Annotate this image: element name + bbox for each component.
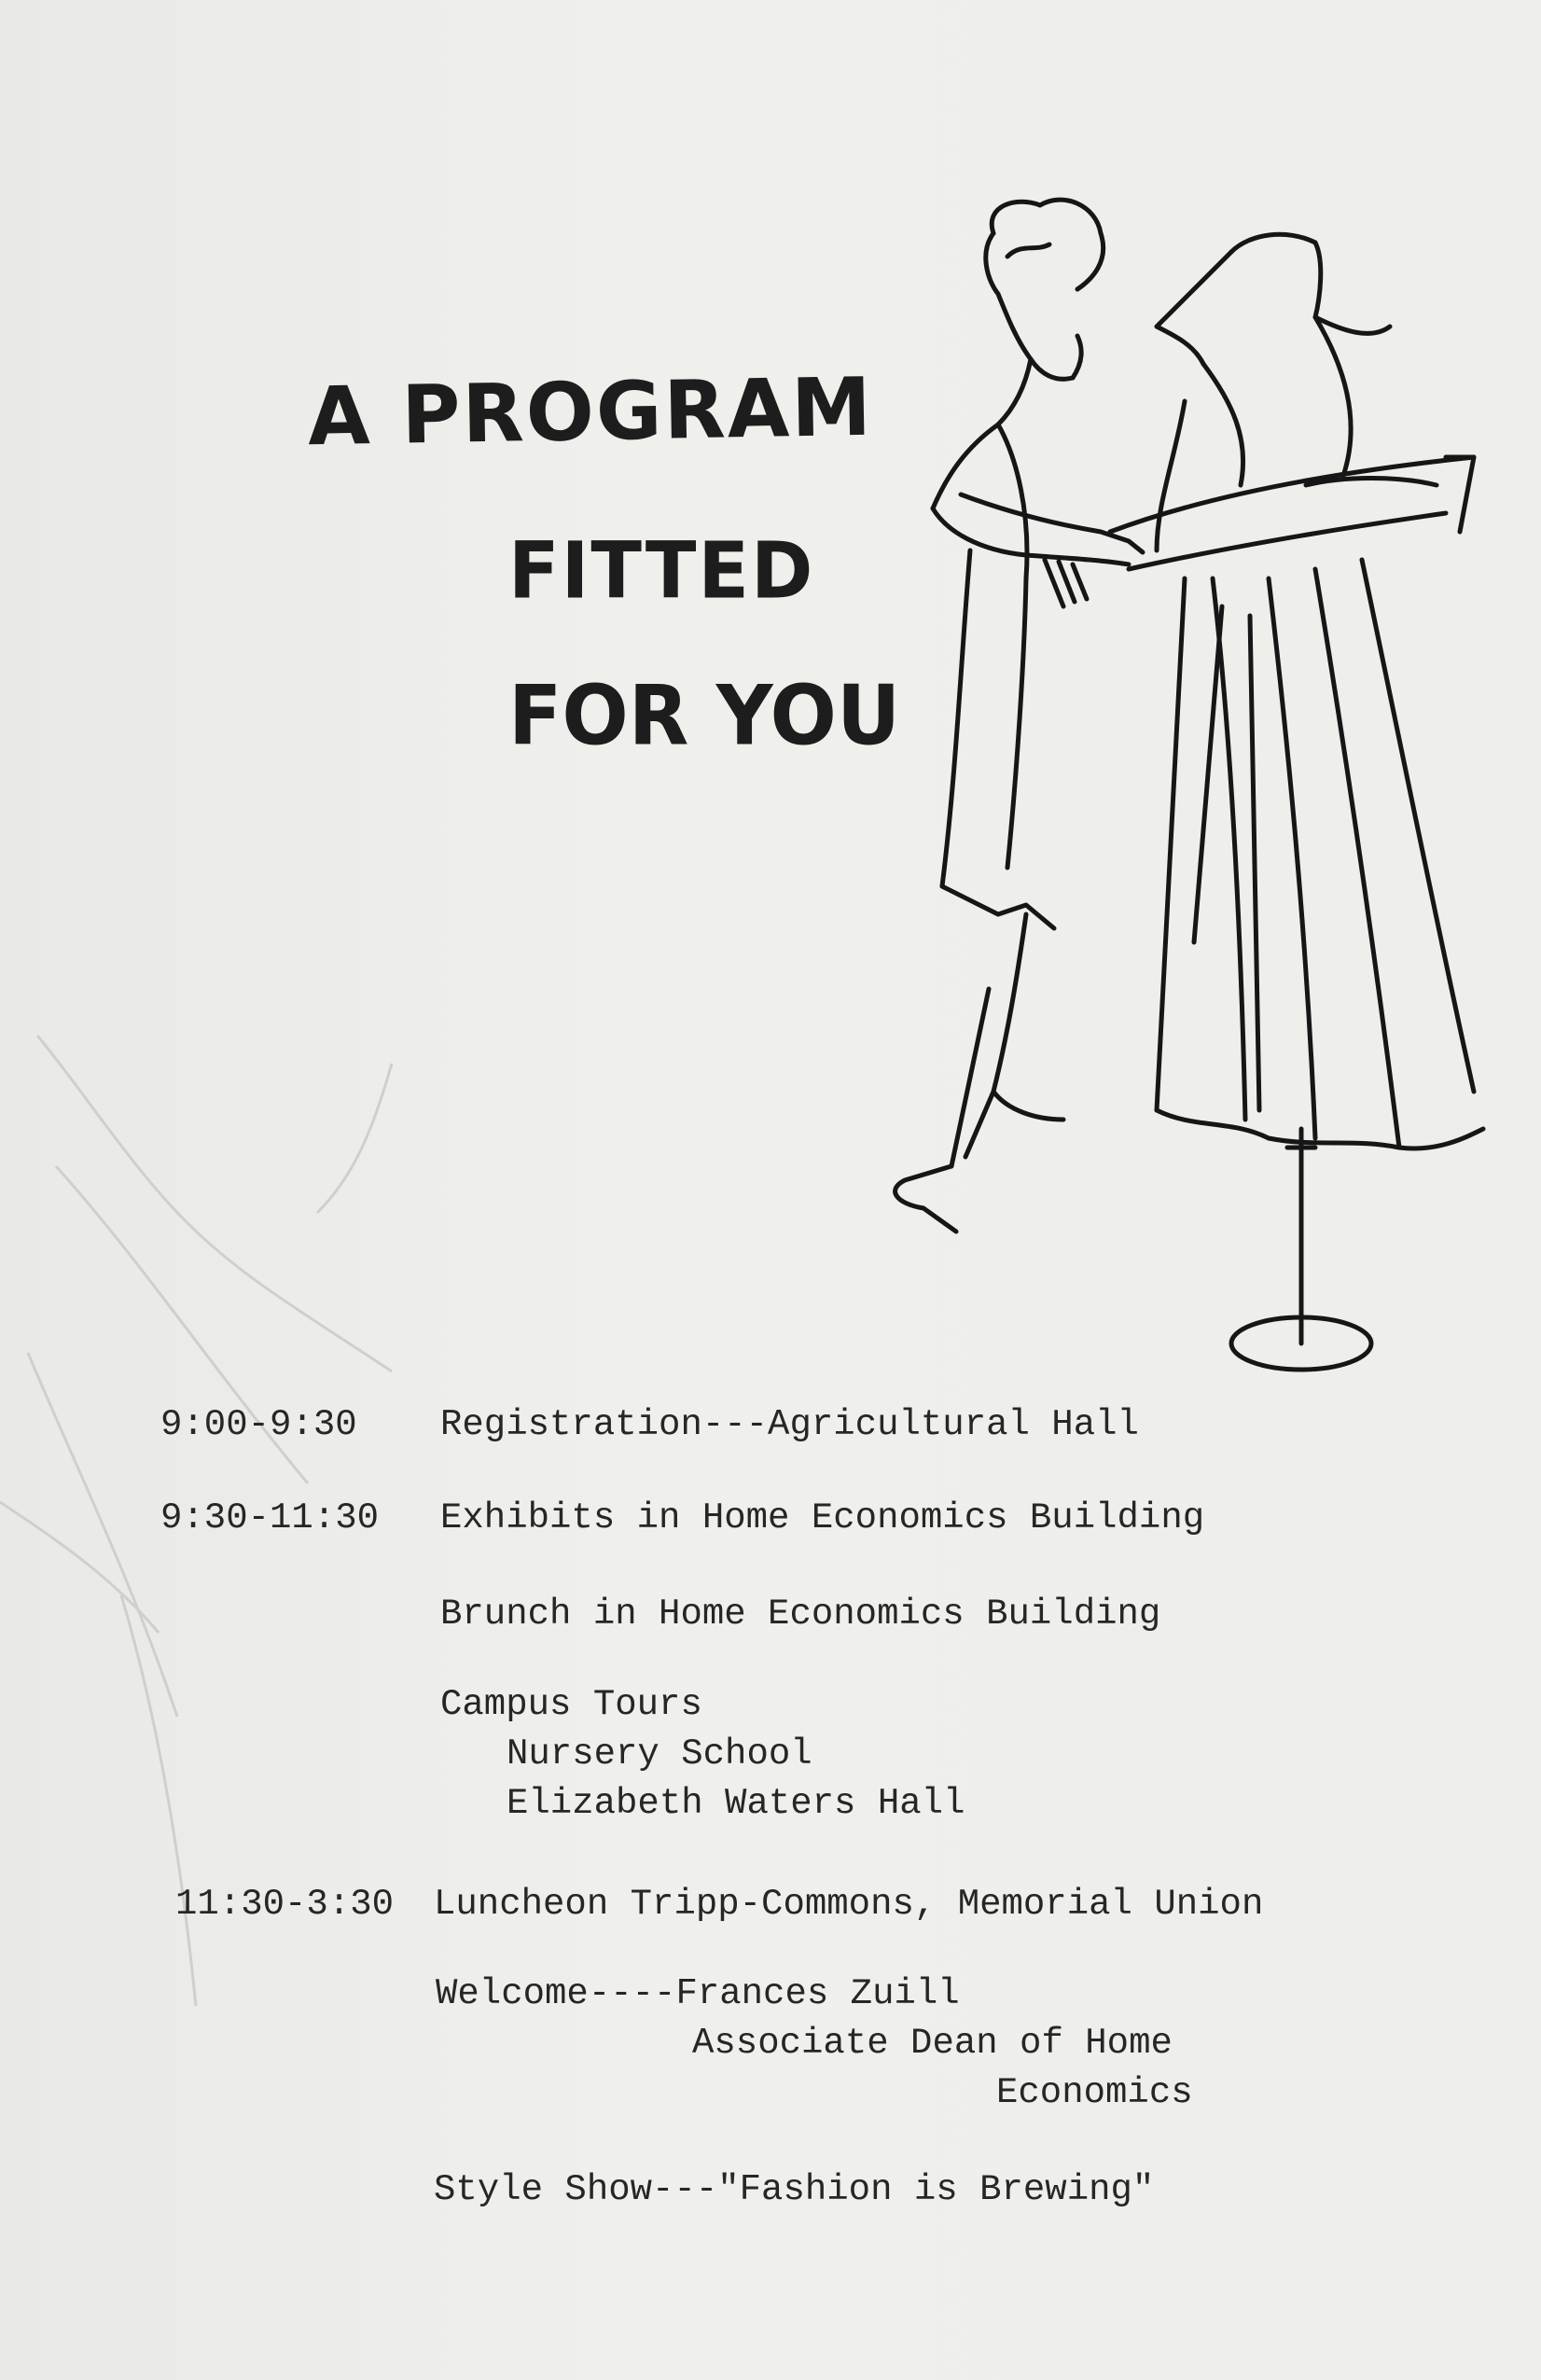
exhibits-text: Exhibits in Home Economics Building — [440, 1497, 1205, 1538]
welcome-title-line-1: Associate Dean of Home — [692, 2023, 1173, 2064]
welcome-text: Welcome----Frances Zuill — [436, 1973, 960, 2014]
tour-stop-1: Nursery School — [507, 1733, 812, 1775]
exhibits-time: 9:30-11:30 — [160, 1497, 380, 1538]
brunch-text: Brunch in Home Economics Building — [440, 1594, 1161, 1635]
title-line-2: FITTED — [508, 524, 815, 617]
tour-stop-2: Elizabeth Waters Hall — [507, 1783, 965, 1824]
title-line-1: A PROGRAM — [307, 360, 874, 465]
registration-text: Registration---Agricultural Hall — [440, 1404, 1139, 1445]
registration-time: 9:00-9:30 — [160, 1404, 357, 1445]
luncheon-text: Luncheon Tripp-Commons, Memorial Union — [434, 1884, 1264, 1925]
woman-fitting-dress-on-dressform-sketch-icon — [877, 177, 1511, 1390]
tours-heading: Campus Tours — [440, 1684, 702, 1725]
welcome-title-line-2: Economics — [996, 2072, 1193, 2113]
luncheon-time: 11:30-3:30 — [175, 1884, 395, 1925]
style-show-text: Style Show---"Fashion is Brewing" — [434, 2169, 1155, 2210]
title-line-3: FOR YOU — [508, 667, 901, 764]
